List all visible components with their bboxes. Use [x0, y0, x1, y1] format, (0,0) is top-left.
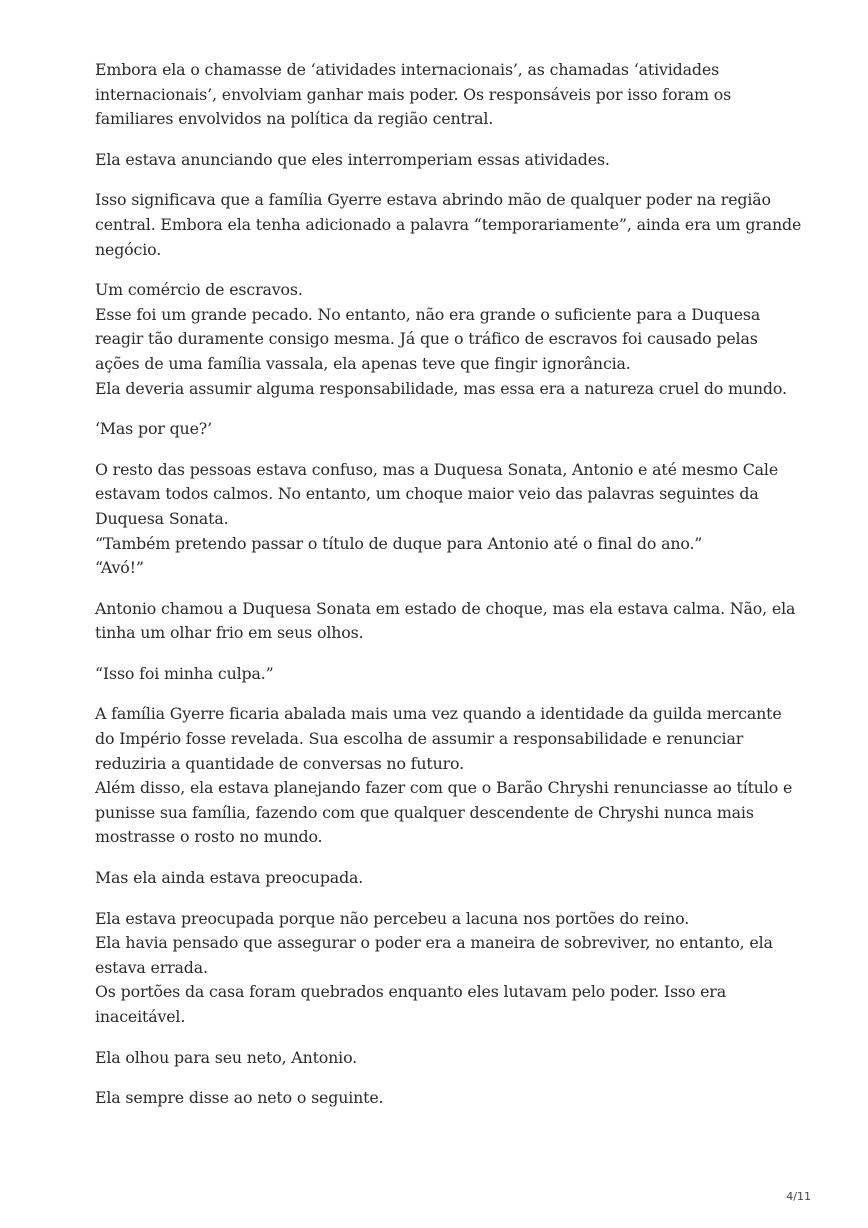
paragraph — [95, 1046, 795, 1071]
paragraph — [95, 148, 795, 173]
text-line: ‘Mas por que?’ — [95, 419, 212, 439]
text-line: ações de uma família vassala, ela apenas teve que fingir ignorância. — [95, 353, 631, 373]
text-line: Ela estava anunciando que eles interromperiam essas atividades. — [95, 149, 610, 169]
text-line: Ela estava preocupada porque não percebeu a lacuna nos portões do reino. — [95, 908, 690, 928]
paragraph — [95, 278, 795, 401]
text-line: “Também pretendo passar o título de duque para Antonio até o final do ano.” — [95, 533, 703, 553]
text-line: negócio. — [95, 239, 162, 259]
text-line: reagir tão duramente consigo mesma. Já que o tráfico de escravos foi causado pelas — [95, 329, 758, 349]
page-number: 4/11 — [786, 1190, 811, 1203]
text-line: central. Embora ela tenha adicionado a palavra “temporariamente”, ainda era um grande — [95, 214, 802, 234]
text-line: Ela olhou para seu neto, Antonio. — [95, 1047, 358, 1067]
text-line: familiares envolvidos na política da região central. — [95, 109, 494, 129]
text-line: do Império fosse revelada. Sua escolha de assumir a responsabilidade e renunciar — [95, 729, 744, 749]
text-line: Antonio chamou a Duquesa Sonata em estado de choque, mas ela estava calma. Não, ela — [95, 598, 796, 618]
text-line: A família Gyerre ficaria abalada mais uma vez quando a identidade da guilda mercante — [95, 704, 782, 724]
text-line: Isso significava que a família Gyerre estava abrindo mão de qualquer poder na região — [95, 190, 771, 210]
text-line: mostrasse o rosto no mundo. — [95, 827, 323, 847]
text-line: Um comércio de escravos. — [95, 280, 303, 300]
paragraph — [95, 58, 795, 132]
text-line: estavam todos calmos. No entanto, um choque maior veio das palavras seguintes da — [95, 484, 759, 504]
text-line: Ela havia pensado que assegurar o poder era a maneira de sobreviver, no entanto, ela — [95, 933, 773, 953]
text-line: O resto das pessoas estava confuso, mas a Duquesa Sonata, Antonio e até mesmo Cale — [95, 459, 779, 479]
text-line: Os portões da casa foram quebrados enquanto eles lutavam pelo poder. Isso era — [95, 982, 726, 1002]
paragraph — [95, 417, 795, 442]
text-line: Esse foi um grande pecado. No entanto, não era grande o suficiente para a Duquesa — [95, 304, 761, 324]
text-line: Embora ela o chamasse de ‘atividades internacionais’, as chamadas ‘atividades — [95, 60, 720, 79]
text-line: Além disso, ela estava planejando fazer com que o Barão Chryshi renunciasse ao título e — [95, 778, 793, 798]
text-line: “Isso foi minha culpa.” — [95, 663, 274, 683]
text-line: reduziria a quantidade de conversas no futuro. — [95, 753, 464, 773]
paragraph — [95, 188, 802, 262]
paragraph — [95, 597, 795, 646]
paragraph — [95, 702, 795, 850]
text-line: Mas ela ainda estava preocupada. — [95, 868, 364, 888]
paragraph — [95, 1086, 795, 1111]
text-line: Ela sempre disse ao neto o seguinte. — [95, 1088, 384, 1108]
text-line: internacionais’, envolviam ganhar mais poder. Os responsáveis por isso foram os — [95, 84, 732, 104]
text-line: tinha um olhar frio em seus olhos. — [95, 623, 364, 643]
paragraph — [95, 662, 795, 687]
text-line: “Avó!” — [95, 558, 144, 578]
paragraph — [95, 866, 795, 891]
text-line: punisse sua família, fazendo com que qualquer descendente de Chryshi nunca mais — [95, 802, 754, 822]
text-line: Ela deveria assumir alguma responsabilidade, mas essa era a natureza cruel do mundo. — [95, 378, 787, 398]
document-body — [95, 58, 802, 1127]
text-line: estava errada. — [95, 957, 208, 977]
paragraph — [95, 907, 795, 1030]
text-line: Duquesa Sonata. — [95, 508, 229, 528]
paragraph — [95, 458, 795, 581]
text-line: inaceitável. — [95, 1007, 186, 1026]
